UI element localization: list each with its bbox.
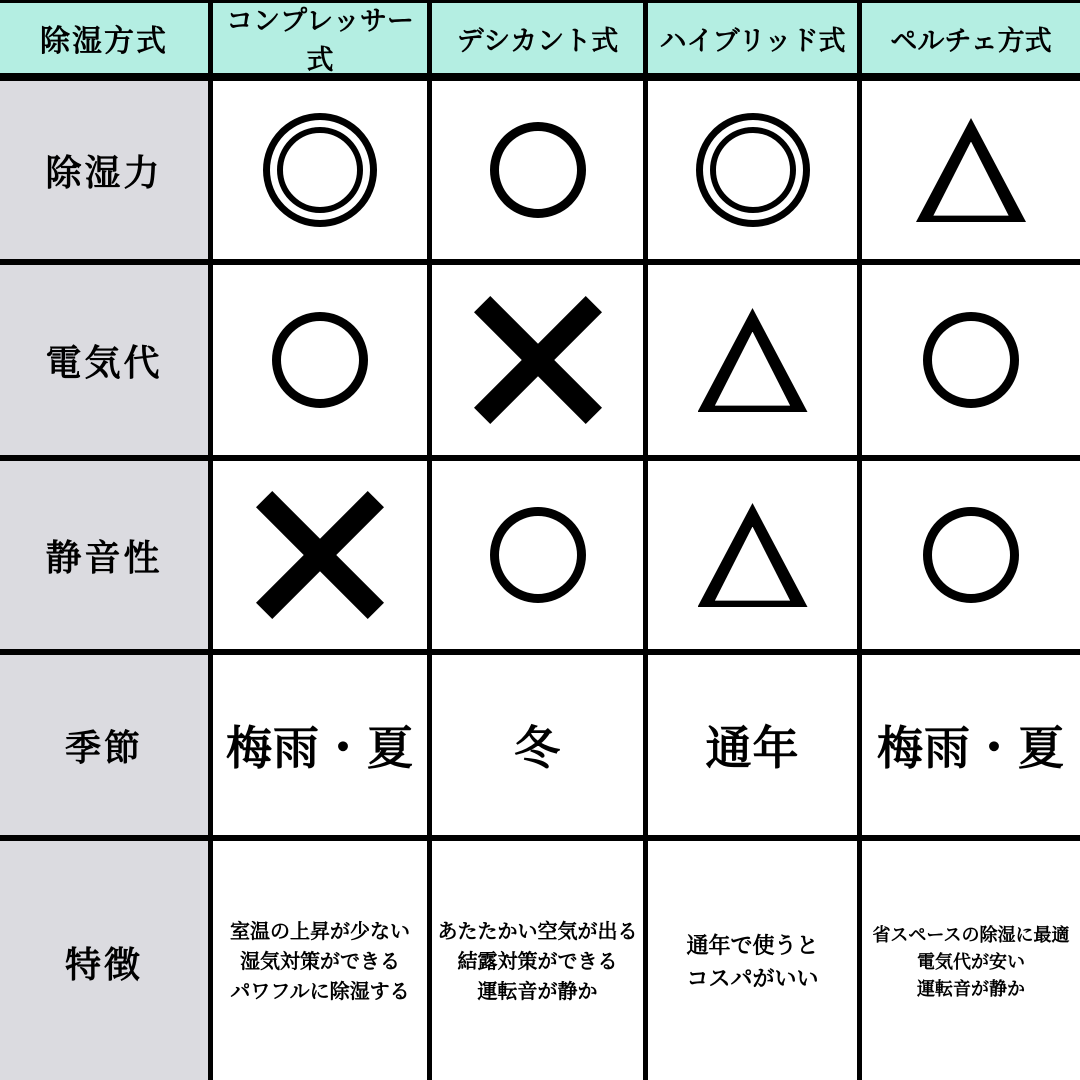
cell-features-hybrid: [648, 841, 862, 1080]
header-peltier-type: ペルチェ方式: [862, 3, 1080, 81]
header-dehumidification-method: 除湿方式: [0, 3, 213, 81]
feature-line: 電気代が安い: [917, 951, 1025, 972]
feature-line: コスパがいい: [686, 966, 819, 991]
feature-line: 通年で使うと: [686, 933, 819, 958]
cell-season-hybrid: 通年: [648, 655, 862, 841]
cross-icon: [263, 498, 377, 612]
double-circle-icon: [696, 113, 810, 227]
circle-icon: [481, 113, 595, 227]
row-label-electricity-cost: 電気代: [0, 265, 213, 461]
cell-quiet-hybrid: [648, 461, 862, 655]
feature-line: 省スペースの除湿に最適: [872, 924, 1070, 945]
cell-quiet-peltier: [862, 461, 1080, 655]
cell-cost-compressor: [213, 265, 432, 461]
circle-icon: [914, 498, 1028, 612]
row-label-season: 季節: [0, 655, 213, 841]
feature-line: パワフルに除湿する: [230, 981, 410, 1003]
circle-icon: [914, 303, 1028, 417]
cell-season-peltier: 梅雨・夏: [862, 655, 1080, 841]
cell-season-desiccant: 冬: [432, 655, 648, 841]
header-desiccant-type: デシカント式: [432, 3, 648, 81]
cell-cost-hybrid: [648, 265, 862, 461]
cross-icon: [481, 303, 595, 417]
header-hybrid-type: ハイブリッド式: [648, 3, 862, 81]
row-label-dehumidifying-power: 除湿力: [0, 81, 213, 265]
cell-power-desiccant: [432, 81, 648, 265]
row-label-quietness: 静音性: [0, 461, 213, 655]
cell-quiet-compressor: [213, 461, 432, 655]
feature-line: 室温の上昇が少ない: [230, 921, 410, 943]
feature-line: 運転音が静か: [477, 981, 598, 1003]
triangle-icon: [696, 303, 810, 417]
cell-features-compressor: [213, 841, 432, 1080]
feature-line: あたたかい空気が出る: [437, 921, 638, 943]
triangle-icon: [696, 498, 810, 612]
feature-line: 湿気対策ができる: [240, 951, 400, 973]
row-label-features: 特徴: [0, 841, 213, 1080]
cell-cost-desiccant: [432, 265, 648, 461]
cell-features-desiccant: [432, 841, 648, 1080]
header-compressor-type: コンプレッサー式: [213, 3, 432, 81]
cell-cost-peltier: [862, 265, 1080, 461]
circle-icon: [263, 303, 377, 417]
cell-features-peltier: [862, 841, 1080, 1080]
cell-power-peltier: [862, 81, 1080, 265]
feature-line: 運転音が静か: [917, 978, 1025, 999]
cell-season-compressor: 梅雨・夏: [213, 655, 432, 841]
circle-icon: [481, 498, 595, 612]
cell-power-compressor: [213, 81, 432, 265]
feature-line: 結露対策ができる: [457, 951, 618, 973]
triangle-icon: [914, 113, 1028, 227]
cell-quiet-desiccant: [432, 461, 648, 655]
cell-power-hybrid: [648, 81, 862, 265]
double-circle-icon: [263, 113, 377, 227]
